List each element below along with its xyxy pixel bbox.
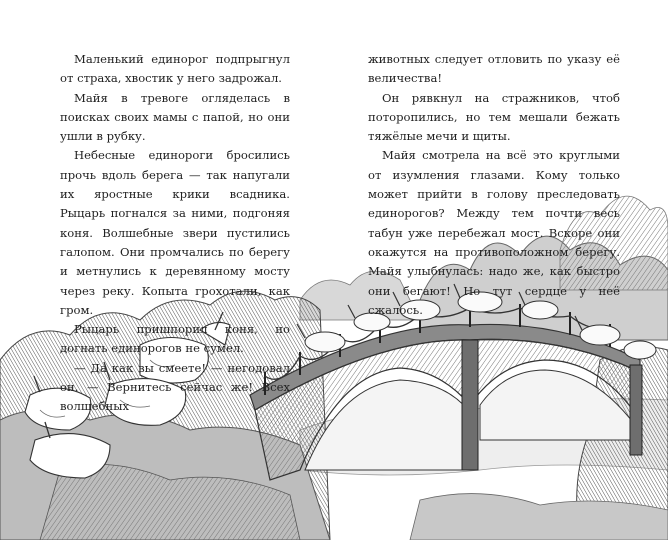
paragraph: — Да как вы смеете! — негодовал он. — Вернитесь сейчас же! Всех волшебных <box>60 360 290 414</box>
paragraph: Майя смотрела на всё это круглыми от изумления глазами. Кому только может прийти в голову преследовать единорогов? Между тем почти весь табун уже перебежал мост. Вскоре они окажутся на противоположном берегу. Майя улыбнулась: надо же, как быстро они бегают! Но тут сердце у неё сжалось. <box>368 148 620 317</box>
paragraph-continuation: животных следует отловить по указу её величества! <box>368 52 620 86</box>
paragraph: Майя в тревоге огляделась в поисках своих мамы с папой, но они ушли в рубку. <box>60 90 290 144</box>
paragraph: Он рявкнул на стражников, чтоб поторопились, но тем мешали бежать тяжёлые мечи и щиты. <box>368 90 620 144</box>
left-text-column <box>60 50 290 417</box>
paragraph: Маленький единорог подпрыгнул от страха, хвостик у него задрожал. <box>60 52 290 86</box>
paragraph: Рыцарь пришпорил коня, но догнать единорогов не сумел. <box>60 322 290 356</box>
right-text-column <box>368 50 620 320</box>
paragraph: Небесные единороги бросились прочь вдоль берега — так напугали их яростные крики всадника. Рыцарь погнался за ними, подгоняя коня. Волшебные звери пустились галопом. Они промчались по берегу и метнулись к деревянному мосту через реку. Копыта грохотали, как гром. <box>60 148 290 317</box>
